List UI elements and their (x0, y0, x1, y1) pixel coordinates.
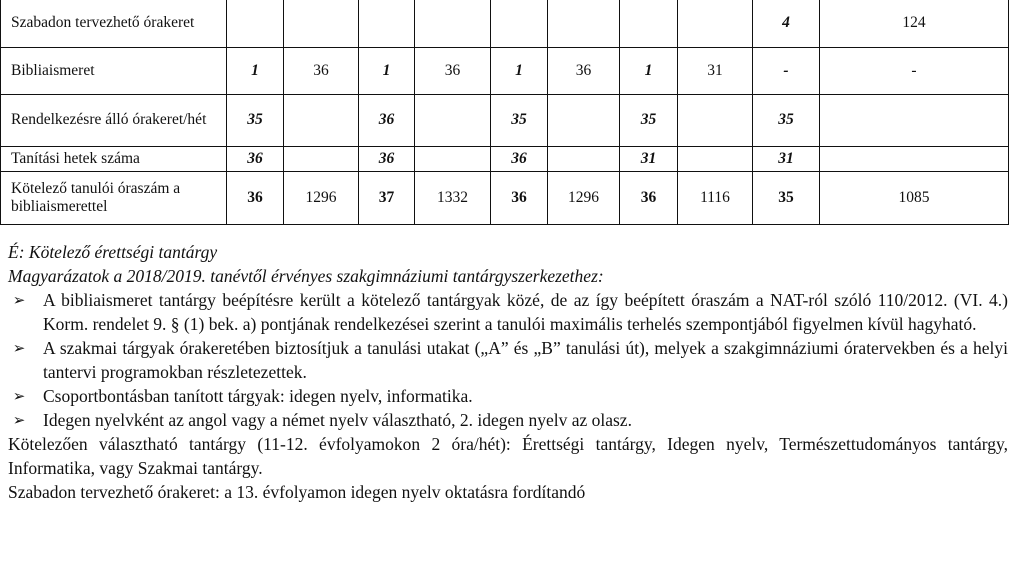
table-cell (415, 146, 491, 171)
table-cell (820, 146, 1009, 171)
table-cell (284, 146, 359, 171)
table-cell: 31 (678, 47, 753, 94)
table-cell: 36 (548, 47, 620, 94)
table-cell (415, 94, 491, 146)
table-cell (491, 0, 548, 47)
table-row (1, 171, 1009, 224)
table-cell: 124 (820, 0, 1009, 47)
row-label: Tanítási hetek száma (1, 146, 227, 171)
table-cell: 1116 (678, 171, 753, 224)
table-cell (415, 0, 491, 47)
table-cell: 35 (491, 94, 548, 146)
elective-note: Kötelezően választható tantárgy (11-12. évfolyamokon 2 óra/hét): Érettségi tantárgy, Idegen nyelv, Természettudományos tantárgy, Informatika, vagy Szakmai tantárgy. (8, 434, 1008, 478)
table-cell (820, 94, 1009, 146)
notes-section (8, 240, 1008, 504)
table-cell: 31 (620, 146, 678, 171)
table-cell: 1085 (820, 171, 1009, 224)
explanation-title: Magyarázatok a 2018/2019. tanévtől érvényes szakgimnáziumi tantárgyszerkezethez: (8, 266, 604, 286)
table-row (1, 47, 1009, 94)
table-cell (548, 0, 620, 47)
table-body (1, 0, 1009, 224)
table-cell (678, 146, 753, 171)
table-cell: 1332 (415, 171, 491, 224)
table-cell: 35 (227, 94, 284, 146)
table-cell: 1 (491, 47, 548, 94)
bullet-text: Idegen nyelvként az angol vagy a német nyelv választható, 2. idegen nyelv az olasz. (43, 410, 632, 430)
bullet-text: A bibliaismeret tantárgy beépítésre került a kötelező tantárgyak közé, de az így beépített óraszám a NAT-ról szóló 110/2012. (VI. 4.) Korm. rendelet 9. § (1) bek. a) pontjának rendelkezései szerint a tanulói maximális terhelés szempontjából figyelmen kívül hagyható. (43, 290, 1008, 334)
bullet-text: A szakmai tárgyak órakeretében biztosítjuk a tanulási utakat („A” és „B” tanulási út), melyek a szakgimnáziumi óratervekben és a helyi tantervi programokban részletezettek. (43, 338, 1008, 382)
table-cell: 36 (620, 171, 678, 224)
bullet-text: Csoportbontásban tanított tárgyak: idegen nyelv, informatika. (43, 386, 473, 406)
table-cell: 36 (227, 171, 284, 224)
arrow-bullet-icon: ➢ (12, 291, 26, 309)
table-cell (678, 94, 753, 146)
table-cell (284, 0, 359, 47)
table-cell (359, 0, 415, 47)
hours-table (0, 0, 1009, 225)
table-cell: 35 (753, 171, 820, 224)
row-label: Szabadon tervezhető órakeret (1, 0, 227, 47)
table-cell (227, 0, 284, 47)
table-cell: 1 (620, 47, 678, 94)
table-cell: 36 (359, 94, 415, 146)
table-cell (678, 0, 753, 47)
table-cell: 35 (620, 94, 678, 146)
table-cell: 36 (284, 47, 359, 94)
arrow-bullet-icon: ➢ (12, 387, 26, 405)
table-cell (620, 0, 678, 47)
table-row (1, 94, 1009, 146)
table-cell: 31 (753, 146, 820, 171)
note-bullet (8, 384, 1008, 408)
table-cell (548, 146, 620, 171)
legend-line: É: Kötelező érettségi tantárgy (8, 242, 218, 262)
table-cell: - (753, 47, 820, 94)
note-bullet (8, 336, 1008, 384)
table-cell: 1 (359, 47, 415, 94)
table-cell: 36 (359, 146, 415, 171)
table-cell (548, 94, 620, 146)
table-cell: 1 (227, 47, 284, 94)
free-hours-note: Szabadon tervezhető órakeret: a 13. évfolyamon idegen nyelv oktatásra fordítandó (8, 482, 586, 502)
row-label: Kötelező tanulói óraszám a bibliaismerettel (1, 171, 227, 224)
arrow-bullet-icon: ➢ (12, 411, 26, 429)
table-cell: 1296 (548, 171, 620, 224)
row-label: Bibliaismeret (1, 47, 227, 94)
note-bullet (8, 288, 1008, 336)
table-cell: 36 (491, 171, 548, 224)
table-cell: 36 (227, 146, 284, 171)
table-row (1, 146, 1009, 171)
note-bullet (8, 408, 1008, 432)
table-cell: 36 (491, 146, 548, 171)
table-cell: - (820, 47, 1009, 94)
table-cell: 36 (415, 47, 491, 94)
table-cell: 35 (753, 94, 820, 146)
table-row (1, 0, 1009, 47)
arrow-bullet-icon: ➢ (12, 339, 26, 357)
table-cell: 4 (753, 0, 820, 47)
table-cell: 1296 (284, 171, 359, 224)
row-label: Rendelkezésre álló órakeret/hét (1, 94, 227, 146)
table-cell: 37 (359, 171, 415, 224)
table-cell (284, 94, 359, 146)
